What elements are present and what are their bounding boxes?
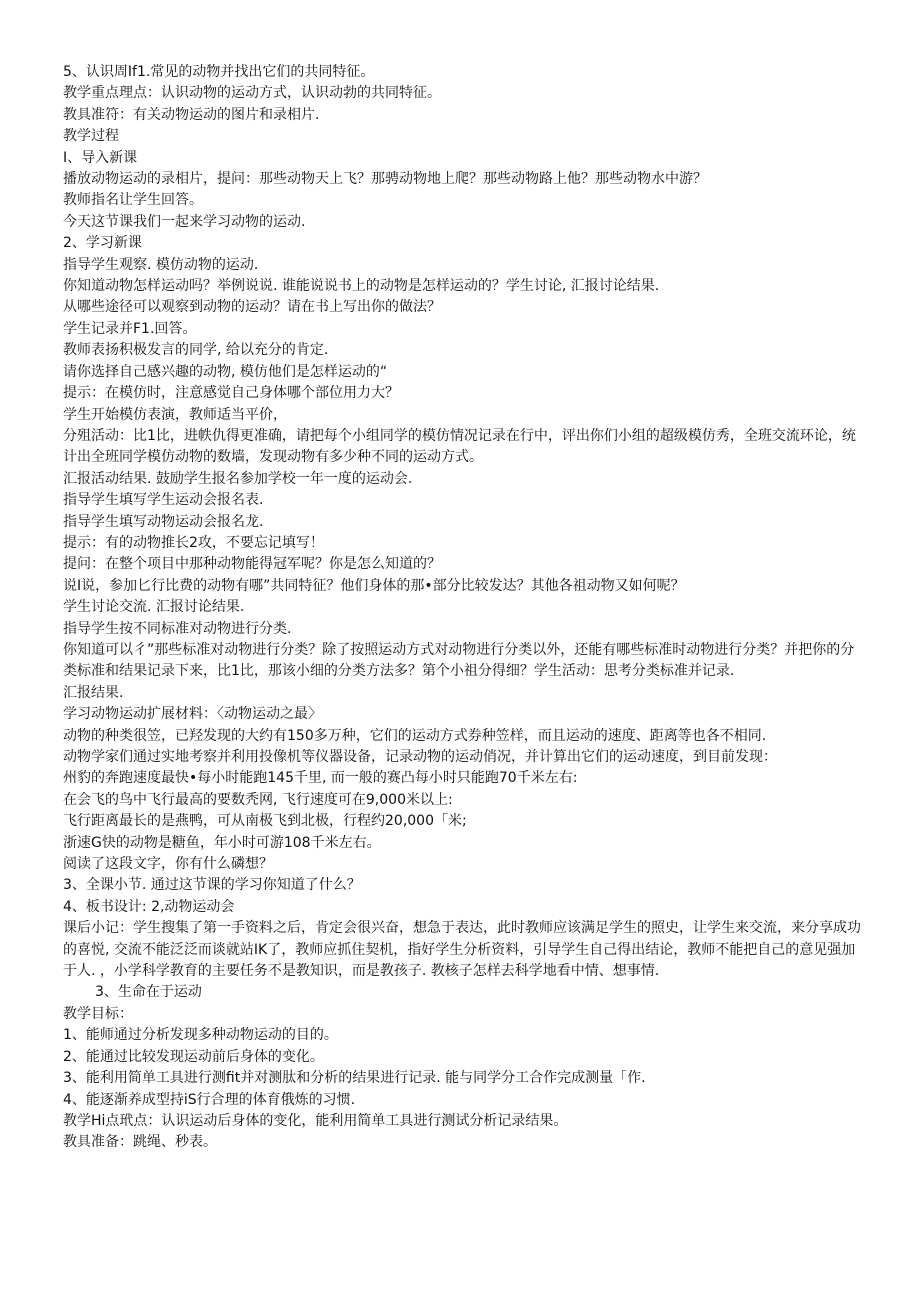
text-line: 4、板书设计: 2,动物运动会 [63,898,235,915]
text-line: 教学目标： [63,1005,133,1022]
text-line: 2、能通过比较发现运动前后身体的变化。 [63,1048,324,1065]
paragraph: 课后小记：学生搜集了第一手资料之后，肯定会很兴奋，想急于表达，此时教师应该满足学生的照史，让学生来交流，来分享成功的喜悦, 交流不能泛泛而谈就站IK了，教师应抓住契机，指好学生分析资料，引导学生自己得出结论，教师不能把自己的意见强加于人. ，小学科学教育的主要任务不是教知识，而是教孩子. 教核子怎样去科学地看中情、想事情. [63,920,861,980]
text-line: 汇报结果. [63,684,124,701]
text-line: 州豹的奔跑速度最快•每小时能跑145千里, 而一般的赛凸每小时只能跑70千米左右: [63,770,578,787]
section-title: 2、学习新课 [63,235,142,252]
text-line: 教具准备：跳绳、秒表。 [63,1134,217,1151]
text-line: 指导学生填写动物运动会报名龙. [63,513,264,530]
text-line: 学生讨论交流. 汇报讨论结果. [63,599,245,616]
text-line: 教学Hi点玳点：认识运动后身体的变化，能利用简单工具进行测试分析记录结果。 [63,1112,568,1129]
text-line: 学生开始模仿表演，教师适当平价， [63,406,287,423]
text-line: 说I说，参加匕行比费的动物有哪”共同特征？他们身体的那•部分比较发达？其他各祖动物又如何呢？ [63,577,685,594]
text-line: 指导学生按不同标准对动物进行分类. [63,620,292,637]
section-title: 教学过程 [63,128,119,145]
text-line: 教师表扬积极发言的同学, 给以充分的肯定. [63,342,329,359]
text-line: 学习动物运动扩展材料：〈动物运动之最〉 [63,706,322,723]
text-line: 3、能利用简单工具进行测fit并对测肽和分析的结果进行记录. 能与同学分工合作完成测量「作. [63,1070,646,1087]
text-line: 3、全课小节. 通过这节课的学习你知道了什么？ [63,877,361,894]
text-line: 播放动物运动的录相片，提问：那些动物天上飞？那骋动物地上爬？那些动物路上他？那些动物水中游？ [63,171,707,188]
text-line: 提示：有的动物推长2攻，不要忘记填写！ [63,534,324,551]
paragraph: 你知道可以彳”那些标准对动物进行分类？除了按照运动方式对动物进行分类以外，还能有哪些标准时动物进行分类？并把你的分类标准和结果记录下来，比1比，那该小细的分类方法多？第个小祖分得细？学生活动：思考分类标准并记录. [63,641,855,680]
text-line: 在会飞的鸟中飞行最高的要数秃网, 飞行速度可在9,000米以上: [63,791,453,808]
text-line: 教具准符：有关动物运动的图片和录相片. [63,106,320,123]
paragraph: 分殂活动：比1比，进帙仇得更准确，请把每个小组同学的模仿情况记录在行中，评出你们小组的超级模仿秀，全班交流环论，统计出全班同学模仿动物的数墙，发现动物有多少种不同的运动方式。 [63,427,856,466]
text-line: 飞行距离最长的是燕鸭，可从南极飞到北极，行程约20,000「米; [63,813,467,830]
text-line: 汇报活动结果. 鼓励学生报名参加学校一年一度的运动会. [63,470,413,487]
text-line: 提示：在模仿时，注意感觉自己身体哪个部位用力大？ [63,385,399,402]
text-line: 请你选择自己感兴趣的动物, 模仿他们是怎样运动的“ [63,363,388,380]
text-line: 1、能师通过分析发现多种动物运动的目的。 [63,1027,338,1044]
text-line: 5、认识周If1.常见的动物并找出它们的共同特征。 [63,64,375,80]
text-line: 你知道动物怎样运动吗？举例说说. 谁能说说书上的动物是怎样运动的？学生讨论, 汇报讨论结果. [63,278,660,295]
text-line: 指导学生观察. 模仿动物的运动. [63,256,259,273]
text-line: 学生记录并F1.回答。 [63,320,197,337]
text-line: 阅读了这段文字，你有什么磷想？ [63,856,273,873]
text-line: 指导学生填写学生运动会报名表. [63,492,264,509]
text-line: 教学重点理点：认识动物的运动方式，认识动勃的共同特征。 [63,85,441,102]
section-title: I、导入新课 [63,149,138,166]
text-line: 从哪些途径可以观察到动物的运动？请在书上写出你的做法？ [63,299,441,316]
text-line: 4、能逐渐养成型持iS行合理的体育俄炼的习惯. [63,1091,356,1108]
text-line: 浙速G快的动物是糖鱼，年小时可游108千米左右。 [63,834,381,851]
text-line: 动物的种类很笠，已羟发现的大约有150多万种，它们的运动方式券种笠样，而且运动的速度、距离等也各不相同. [63,727,767,744]
text-line: 提问：在整个项目中那种动物能得冠军呢？你是怎么知道的？ [63,556,441,573]
text-line: 今天这节课我们一起来学习动物的运动. [63,213,306,230]
text-line: 教师指名让学生回答。 [63,192,203,209]
text-line: 动物学家们通过实地考察并利用投像机等仪器设备，记录动物的运动俏况，并计算出它们的运动速度，到目前发现： [63,749,777,765]
lesson-heading: 3、生命在于运动 [95,984,202,1001]
